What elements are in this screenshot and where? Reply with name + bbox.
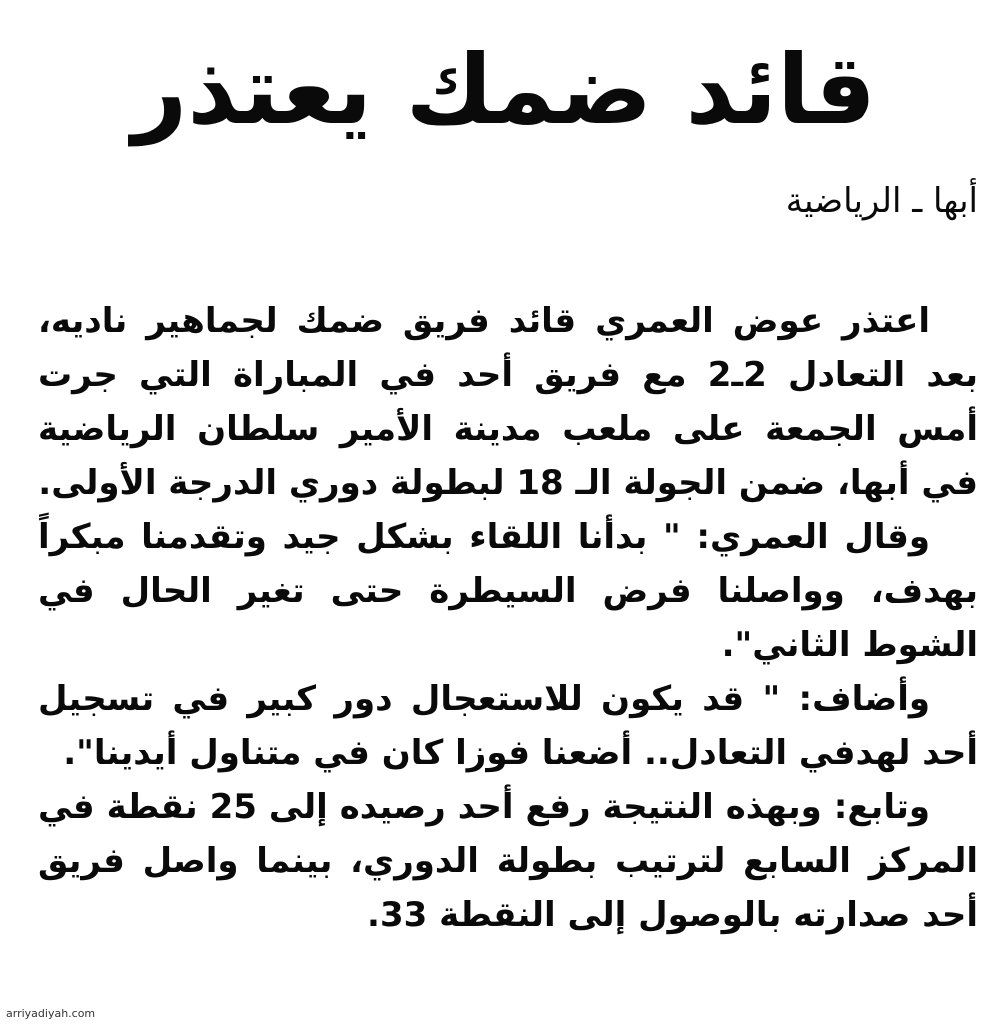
article-paragraph: اعتذر عوض العمري قائد فريق ضمك لجماهير ناديه، بعد التعادل 2ـ2 مع فريق أحد في المباراة التي جرت أمس الجمعة على ملعب مدينة الأمير سلطان الرياضية في أبها، ضمن الجولة الـ 18 لبطولة دوري الدرجة الأولى.: [38, 301, 978, 503]
article-paragraph: وأضاف: " قد يكون للاستعجال دور كبير في تسجيل أحد لهدفي التعادل.. أضعنا فوزا كان في متناول أيدينا".: [38, 679, 978, 773]
article-paragraph: وتابع: وبهذه النتيجة رفع أحد رصيده إلى 25 نقطة في المركز السابع لترتيب بطولة الدوري، بينما واصل فريق أحد صدارته بالوصول إلى النقطة 33.: [38, 787, 978, 935]
source-watermark: arriyadiyah.com: [6, 1007, 96, 1020]
article-paragraph: وقال العمري: " بدأنا اللقاء بشكل جيد وتقدمنا مبكراً بهدف، وواصلنا فرض السيطرة حتى تغير الحال في الشوط الثاني".: [38, 517, 978, 665]
article-headline: قائد ضمك يعتذر: [132, 34, 876, 146]
article-dateline: أبها ـ الرياضية: [785, 181, 978, 221]
article-body: [38, 294, 978, 942]
